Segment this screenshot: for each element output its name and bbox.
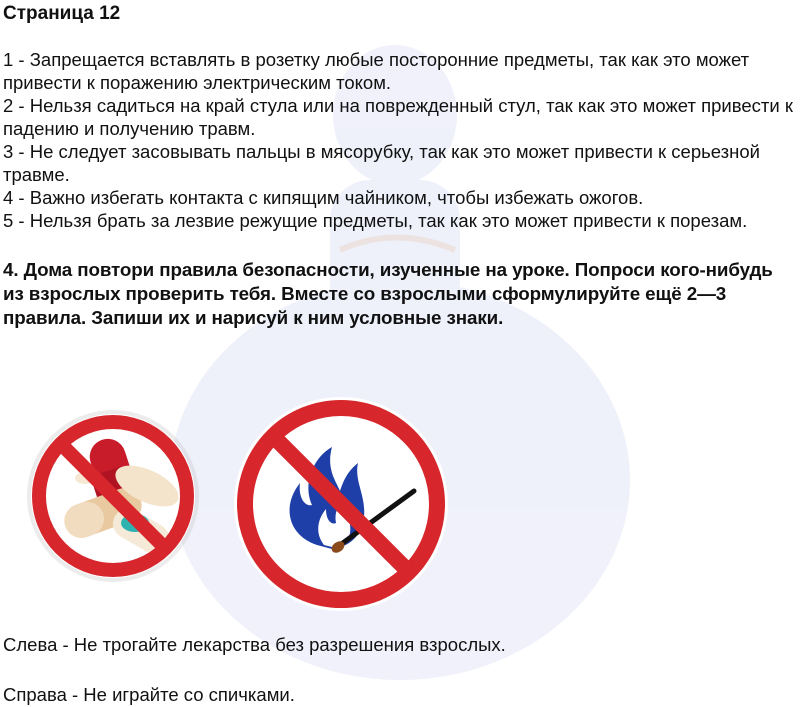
- caption-left: Слева - Не трогайте лекарства без разрешения взрослых.: [3, 634, 506, 655]
- page-title: Страница 12: [3, 3, 121, 24]
- no-matches-sign-icon: [232, 395, 450, 613]
- page-content: [3, 2, 795, 330]
- task-4: 4. Дома повтори правила безопасности, изученные на уроке. Попроси кого-нибудь из взрослых проверить тебя. Вместе со взрослыми сформулируйте ещё 2—3 правила. Запиши их и нарисуй к ним условные знаки.: [3, 259, 773, 328]
- rule-1: 1 - Запрещается вставлять в розетку любые посторонние предметы, так как это может привести к поражению электрическим током.: [3, 49, 750, 93]
- rule-3: 3 - Не следует засовывать пальцы в мясорубку, так как это может привести к серьезной травме.: [3, 141, 760, 185]
- no-medicine-sign-icon: [25, 408, 201, 584]
- caption-right: Справа - Не играйте со спичками.: [3, 684, 295, 705]
- rule-4: 4 - Важно избегать контакта с кипящим чайником, чтобы избежать ожогов.: [3, 187, 644, 208]
- rule-5: 5 - Нельзя брать за лезвие режущие предметы, так как это может привести к порезам.: [3, 210, 748, 231]
- rule-2: 2 - Нельзя садиться на край стула или на поврежденный стул, так как это может привести к падению и получению травм.: [3, 95, 793, 139]
